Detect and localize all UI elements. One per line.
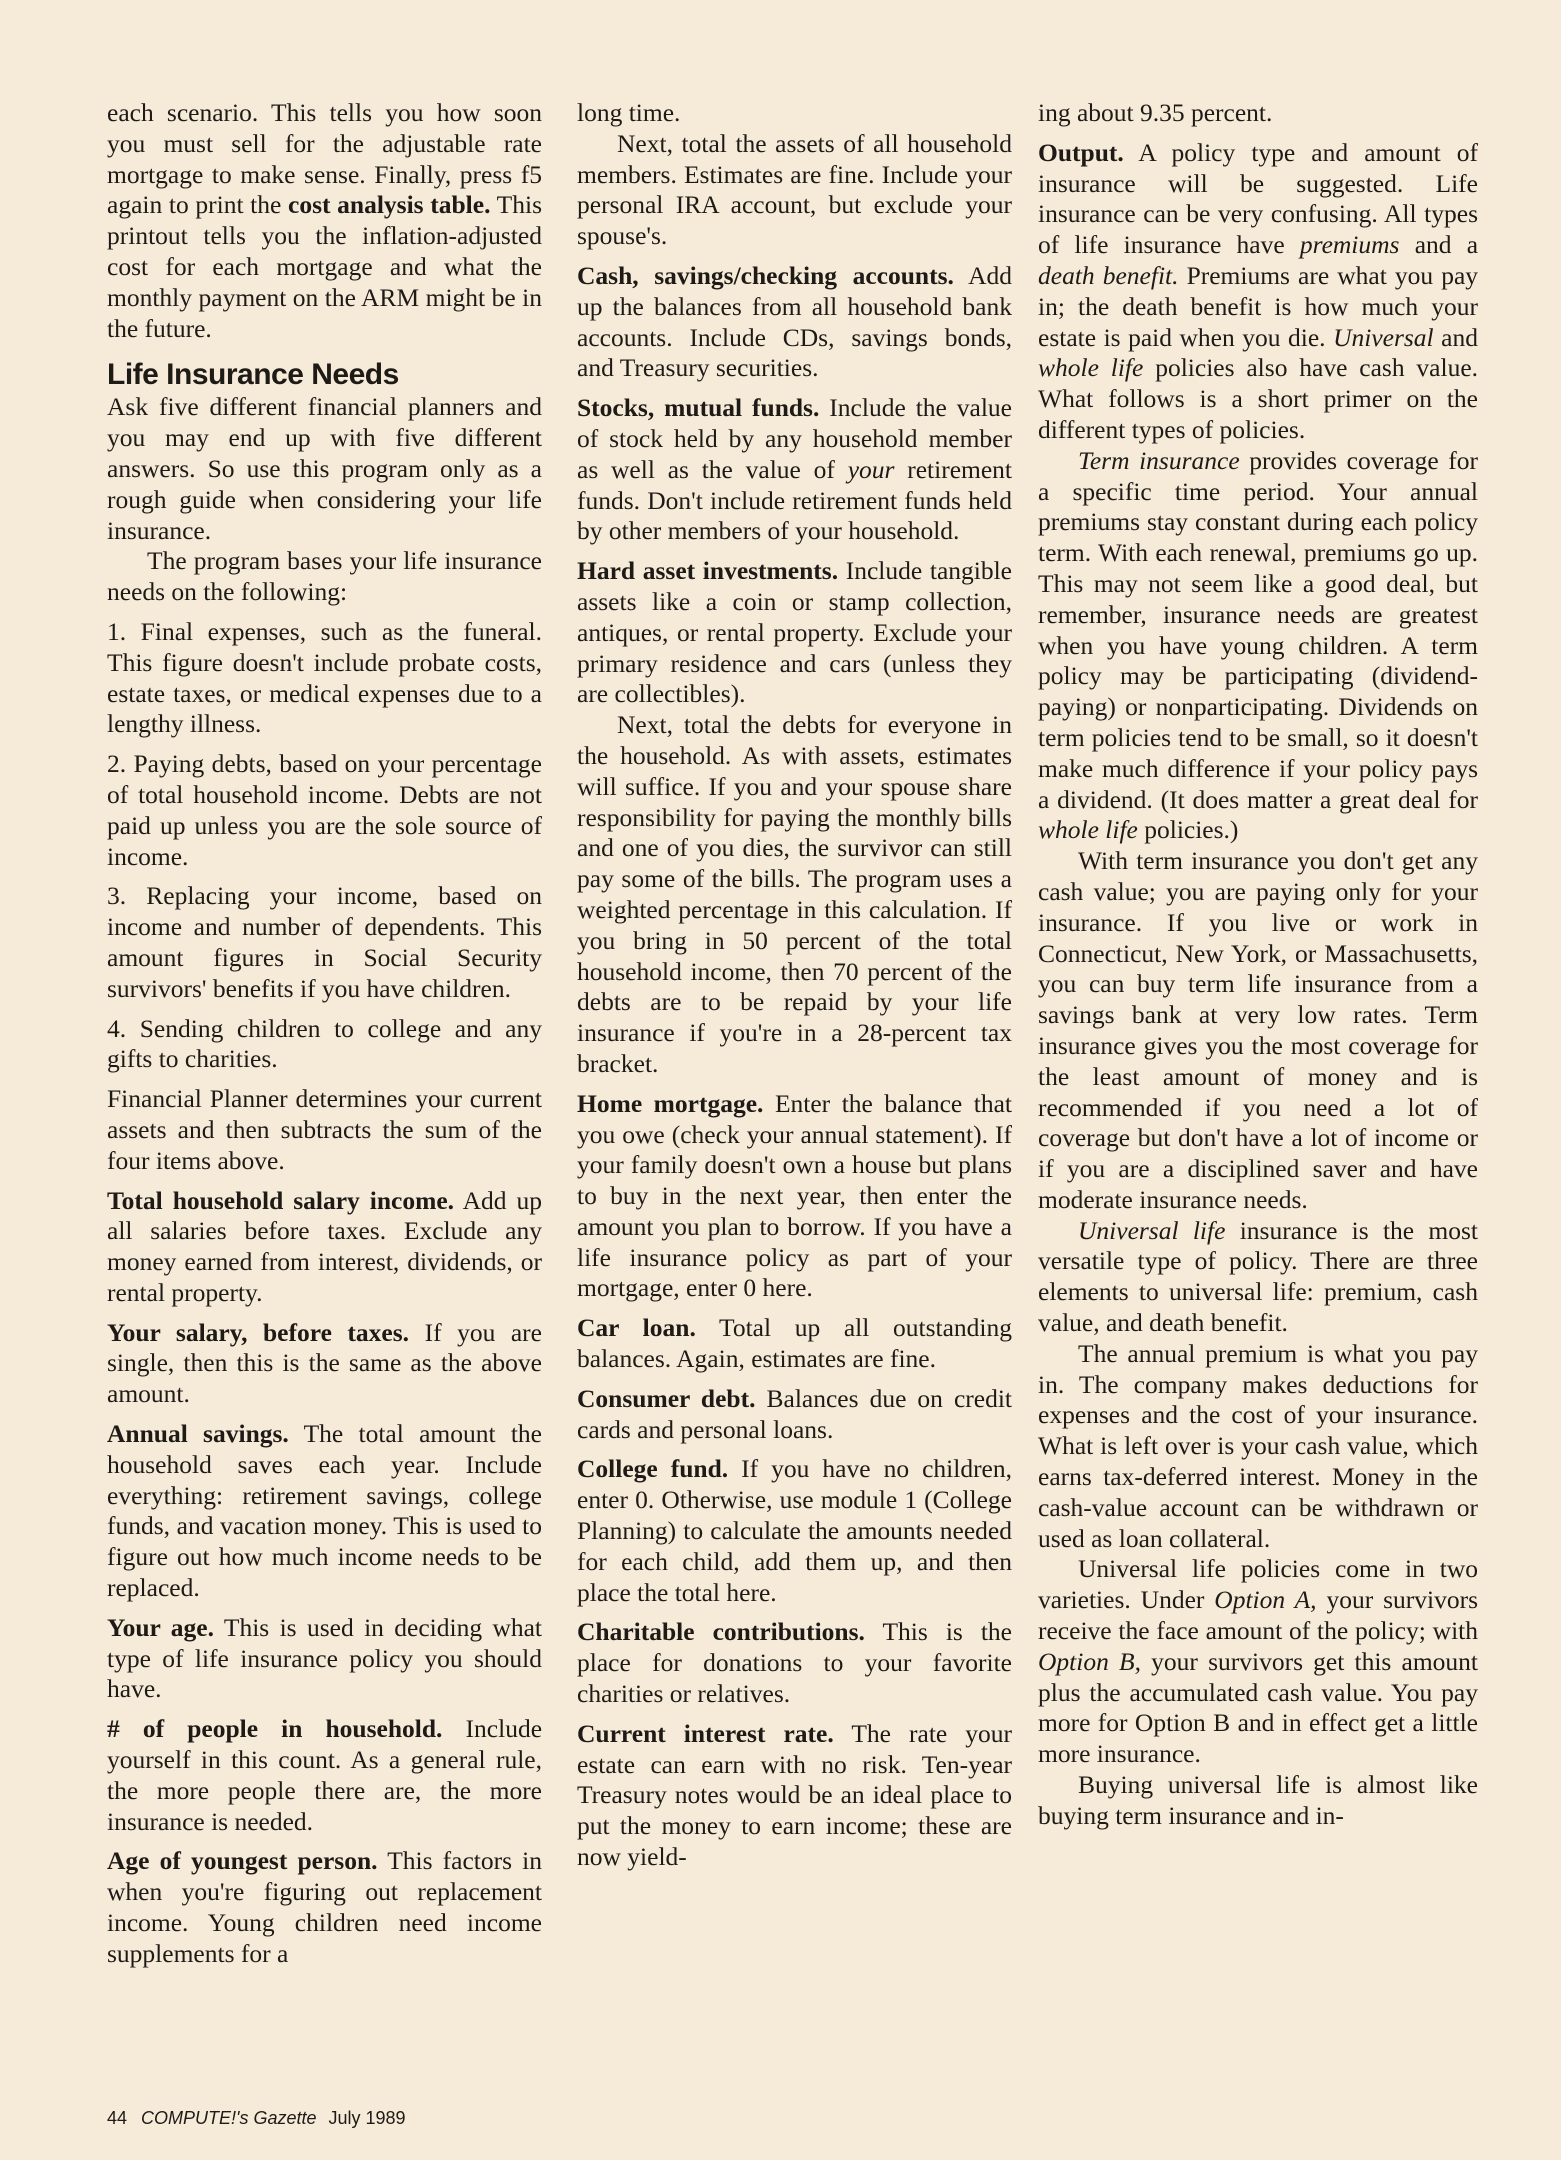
- field-description: Consumer debt. Balances due on credit cards and personal loans.: [577, 1383, 1013, 1444]
- paragraph: The program bases your life insurance needs on the following:: [107, 546, 542, 607]
- paragraph: Next, total the debts for everyone in the household. As with assets, estimates will suffice. If you and your spouse share responsibility for paying the monthly bills and one of you dies, the survivor can still pay some of the bills. The program uses a weighted percentage in this calculation. If you bring in 50 percent of the total household income, then 70 percent of the debts are to be repaid by your life insurance if you're in a 28-percent tax bracket.: [577, 710, 1012, 1078]
- field-description: Hard asset investments. Include tangible assets like a coin or stamp collection, antiques, or rental property. Exclude your primary residence and cars (unless they are collectibles).: [577, 556, 1013, 709]
- column-2: [577, 98, 1012, 1873]
- field-description: Age of youngest person. This factors in when you're figuring out replacement income. Young children need income supplements for a: [107, 1846, 542, 1968]
- list-item: 3. Replacing your income, based on income and number of dependents. This amount figures in Social Security survivors' benefits if you have children.: [107, 881, 542, 1003]
- paragraph: The annual premium is what you pay in. The company makes deductions for expenses and the cost of your insurance. What is left over is your cash value, which earns tax-deferred interest. Money in the cash-value account can be withdrawn or used as loan collateral.: [1038, 1338, 1478, 1553]
- field-description: Car loan. Total up all outstanding balances. Again, estimates are fine.: [577, 1313, 1012, 1374]
- field-description: Output. A policy type and amount of insurance will be suggested. Life insurance can be very confusing. All types of life insurance have premiums and a death benefit. Premiums are what you pay in; the death benefit is how much your estate is paid when you die. Universal and whole life policies also have cash value. What follows is a short primer on the different types of policies.: [1038, 137, 1479, 444]
- field-description: Home mortgage. Enter the balance that you owe (check your annual statement). If your family doesn't own a house but plans to buy in the next year, then enter the amount you plan to borrow. If you have a life insurance policy as part of your mortgage, enter 0 here.: [577, 1088, 1013, 1303]
- list-item: 2. Paying debts, based on your percentage of total household income. Debts are not paid up unless you are the sole source of income.: [107, 749, 542, 871]
- field-description: Your salary, before taxes. If you are single, then this is the same as the above amount.: [107, 1317, 542, 1409]
- field-description: Cash, savings/checking accounts. Add up the balances from all household bank accounts. Include CDs, savings bonds, and Treasury securities.: [577, 260, 1012, 383]
- field-description: Stocks, mutual funds. Include the value of stock held by any household member as well as the value of your retirement funds. Don't include retirement funds held by other members of your household.: [577, 393, 1012, 546]
- field-description: College fund. If you have no children, enter 0. Otherwise, use module 1 (College Planning) to calculate the amounts needed for each child, add them up, and then place the total here.: [577, 1454, 1013, 1607]
- issue-date: July 1989: [328, 2108, 406, 2128]
- field-description: Charitable contributions. This is the place for donations to your favorite charities or relatives.: [577, 1617, 1012, 1709]
- paragraph: Next, total the assets of all household members. Estimates are fine. Include your personal IRA account, but exclude your spouse's.: [577, 128, 1012, 251]
- paragraph: With term insurance you don't get any cash value; you are paying only for your insurance. If you live or work in Connecticut, New York, or Massachusetts, you can buy term life insurance from a savings bank at very low rates. Term insurance gives you the most coverage for the least amount of money and is recommended if you need a lot of coverage but don't have a lot of income or if you are a disciplined saver and have moderate insurance needs.: [1038, 846, 1478, 1214]
- page-footer: [107, 2108, 406, 2129]
- paragraph: Buying universal life is almost like buying term insurance and in-: [1038, 1770, 1478, 1830]
- field-description: Your age. This is used in deciding what type of life insurance policy you should have.: [107, 1612, 543, 1704]
- publication-name: COMPUTE!'s Gazette: [141, 2108, 317, 2128]
- paragraph: each scenario. This tells you how soon you must sell for the adjustable rate mortgage to make sense. Finally, press f5 again to print the cost analysis table. This printout tells you the inflation-adjusted cost for each mortgage and what the monthly payment on the ARM might be in the future.: [107, 98, 542, 343]
- field-description: Annual savings. The total amount the household saves each year. Include everything: retirement savings, college funds, and vacation money. This is used to figure out how much income needs to be replaced.: [107, 1419, 542, 1603]
- paragraph: Universal life insurance is the most versatile type of policy. There are three elements to universal life: premium, cash value, and death benefit.: [1038, 1215, 1478, 1338]
- paragraph: Ask five different financial planners and you may end up with five different answers. So use this program only as a rough guide when considering your life insurance.: [107, 392, 542, 545]
- field-description: Current interest rate. The rate your estate can earn with no risk. Ten-year Treasury notes would be an ideal place to put the money to earn income; these are now yield-: [577, 1718, 1012, 1872]
- paragraph: ing about 9.35 percent.: [1038, 98, 1273, 127]
- paragraph: Term insurance provides coverage for a specific time period. Your annual premiums stay constant during each policy term. With each renewal, premiums go up. This may not seem like a good deal, but remember, insurance needs are greatest when you have young children. A term policy may be participating (dividend-paying) or nonparticipating. Dividends on term policies tend to be small, so it doesn't make much difference if your policy pays a dividend. (It does matter a great deal for whole life policies.): [1038, 445, 1478, 845]
- list-item: 1. Final expenses, such as the funeral. This figure doesn't include probate costs, estate taxes, or medical expenses due to a lengthy illness.: [107, 616, 542, 739]
- field-description: Total household salary income. Add up all salaries before taxes. Exclude any money earned from interest, dividends, or rental property.: [107, 1185, 542, 1307]
- column-1: [107, 98, 542, 1970]
- section-heading: Life Insurance Needs: [107, 358, 399, 392]
- paragraph: long time.: [577, 98, 681, 127]
- column-3: [1038, 98, 1478, 1832]
- paragraph: Universal life policies come in two varieties. Under Option A, your survivors receive the face amount of the policy; with Option B, your survivors get this amount plus the accumulated cash value. You pay more for Option B and in effect get a little more insurance.: [1038, 1554, 1479, 1769]
- page-number: 44: [107, 2108, 128, 2128]
- field-description: # of people in household. Include yourself in this count. As a general rule, the more people there are, the more insurance is needed.: [107, 1714, 543, 1836]
- list-item: 4. Sending children to college and any gifts to charities.: [107, 1013, 542, 1074]
- paragraph: Financial Planner determines your current assets and then subtracts the sum of the four items above.: [107, 1084, 542, 1175]
